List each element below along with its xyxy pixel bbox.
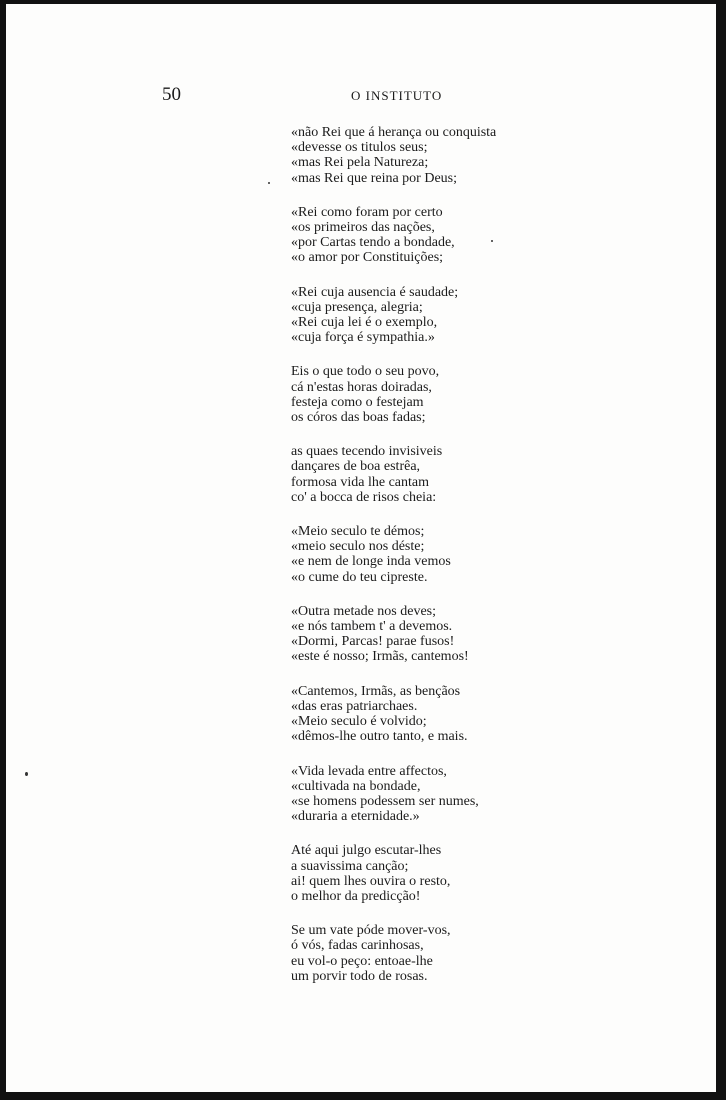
- stanza: [291, 444, 531, 505]
- poem-line: «os primeiros das nações,: [291, 220, 435, 236]
- poem-line: festeja como o festejam: [291, 394, 424, 410]
- page-header: [156, 84, 606, 108]
- running-head: O INSTITUTO: [351, 88, 443, 103]
- poem-line: «não Rei que á herança ou conquista: [291, 125, 497, 140]
- poem-line: co' a bocca de risos cheia:: [291, 489, 437, 505]
- stanza: [291, 843, 531, 904]
- poem-line: «Meio seculo te démos;: [291, 524, 425, 540]
- stanza: [291, 125, 531, 186]
- poem-line: eu vol-o peço: entoae-lhe: [291, 953, 433, 969]
- poem-line: «Rei como foram por certo: [291, 204, 443, 220]
- poem-line: os córos das boas fadas;: [291, 410, 426, 426]
- stanza: [291, 684, 531, 745]
- poem-line: «Vida levada entre affectos,: [291, 763, 447, 779]
- poem-line: «dêmos-lhe outro tanto, e mais.: [291, 729, 468, 745]
- poem-line: «cuja força é sympathia.»: [291, 330, 435, 346]
- poem-line: «e nem de longe inda vemos: [291, 554, 451, 570]
- poem-line: «devesse os titulos seus;: [291, 140, 428, 156]
- scan-speck: [25, 772, 28, 776]
- scan-speck: [268, 182, 270, 184]
- poem-line: «mas Rei que reina por Deus;: [291, 170, 458, 186]
- poem-line: «cultivada na bondade,: [291, 778, 421, 794]
- poem-line: «Rei cuja lei é o exemplo,: [291, 315, 438, 331]
- poem-line: a suavissima canção;: [291, 858, 409, 874]
- stanza: [291, 285, 531, 346]
- stanza: [291, 604, 531, 665]
- poem-line: «e nós tambem t' a devemos.: [291, 619, 453, 635]
- stanza: [291, 524, 531, 585]
- poem-line: dançares de boa estrêa,: [291, 459, 421, 475]
- stanza: [291, 764, 531, 825]
- poem-line: «o amor por Constituições;: [291, 250, 444, 266]
- poem-line: «se homens podessem ser numes,: [291, 793, 479, 809]
- poem-line: «meio seculo nos déste;: [291, 539, 425, 555]
- stanza: [291, 205, 531, 266]
- poem-line: «Meio seculo é volvido;: [291, 714, 427, 730]
- poem-line: «mas Rei pela Natureza;: [291, 155, 429, 171]
- poem-line: as quaes tecendo invisiveis: [291, 444, 443, 460]
- page-number: 50: [162, 84, 181, 105]
- poem-line: Eis o que todo o seu povo,: [291, 364, 440, 380]
- stanza: [291, 364, 531, 425]
- poem-line: «Cantemos, Irmãs, as bençãos: [291, 683, 461, 699]
- poem-line: «cuja presença, alegria;: [291, 299, 423, 315]
- poem-line: «este é nosso; Irmãs, cantemos!: [291, 649, 469, 665]
- poem-line: «das eras patriarchaes.: [291, 698, 418, 714]
- poem-line: «por Cartas tendo a bondade,: [291, 235, 455, 251]
- poem-line: «o cume do teu cipreste.: [291, 569, 428, 585]
- poem-line: Se um vate póde mover-vos,: [291, 923, 451, 939]
- stanza: [291, 923, 531, 984]
- poem-line: ó vós, fadas carinhosas,: [291, 938, 424, 954]
- poem-line: «Dormi, Parcas! parae fusos!: [291, 634, 455, 650]
- poem-line: o melhor da predicção!: [291, 888, 421, 904]
- scan-speck: [491, 240, 493, 242]
- poem-line: formosa vida lhe cantam: [291, 474, 430, 490]
- poem-line: «duraria a eternidade.»: [291, 809, 420, 825]
- poem-line: cá n'estas horas doiradas,: [291, 379, 432, 395]
- poem-line: ai! quem lhes ouvira o resto,: [291, 873, 451, 889]
- poem-line: Até aqui julgo escutar-lhes: [291, 843, 442, 859]
- poem: [291, 125, 531, 1003]
- poem-line: um porvir todo de rosas.: [291, 968, 428, 984]
- poem-line: «Rei cuja ausencia é saudade;: [291, 284, 459, 300]
- poem-line: «Outra metade nos deves;: [291, 603, 437, 619]
